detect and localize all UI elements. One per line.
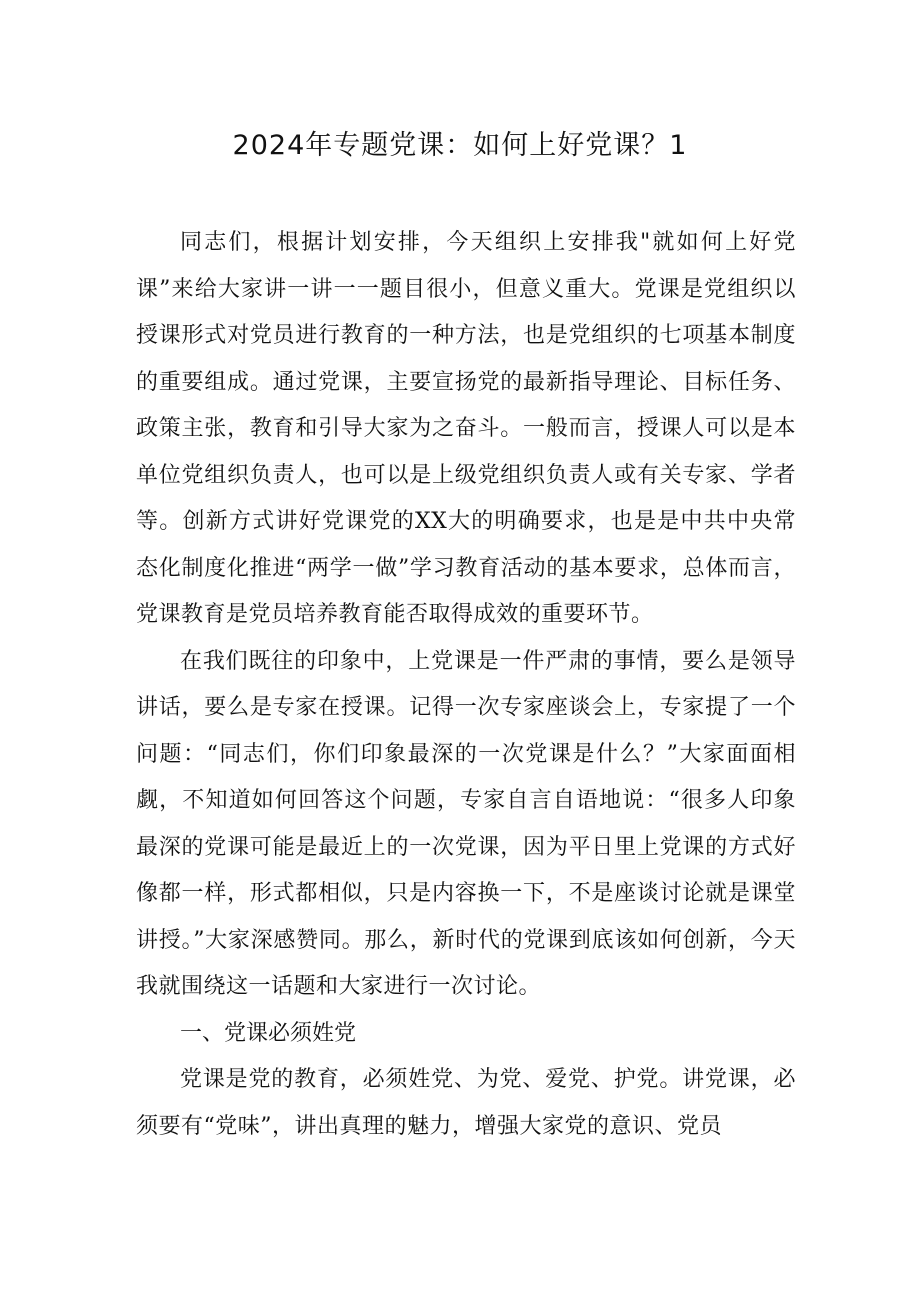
paragraph-intro: 同志们，根据计划安排，今天组织上安排我"就如何上好党课”来给大家讲一讲一一题目很小，但意义重大。党课是党组织以授课形式对党员进行教育的一种方法，也是党组织的七项基本制度的重要组成。通过党课，主要宣扬党的最新指导理论、目标任务、政策主张，教育和引导大家为之奋斗。一般而言，授课人可以是本单位党组织负责人，也可以是上级党组织负责人或有关专家、学者等。创新方式讲好党课党的XX大的明确要求，也是是中共中央常态化制度化推进“两学一做”学习教育活动的基本要求，总体而言，党课教育是党员培养教育能否取得成效的重要环节。 xyxy=(136,230,796,627)
document-body xyxy=(136,220,796,1150)
paragraph-section-one: 党课是党的教育，必须姓党、为党、爱党、护党。讲党课，必须要有“党味”，讲出真理的魅力，增强大家党的意识、党员 xyxy=(136,1067,796,1139)
paragraph-impression: 在我们既往的印象中，上党课是一件严肃的事情，要么是领导讲话，要么是专家在授课。记得一次专家座谈会上，专家提了一个问题：“同志们，你们印象最深的一次党课是什么？”大家面面相觑，不知道如何回答这个问题，专家自言自语地说：“很多人印象最深的党课可能是最近上的一次党课，因为平日里上党课的方式好像都一样，形式都相似，只是内容换一下，不是座谈讨论就是课堂讲授。”大家深感赞同。那么，新时代的党课到底该如何创新，今天我就围绕这一话题和大家进行一次讨论。 xyxy=(136,648,796,999)
section-heading: 一、党课必须姓党 xyxy=(180,1020,357,1046)
document-title: 2024年专题党课：如何上好党课？1 xyxy=(232,130,688,161)
